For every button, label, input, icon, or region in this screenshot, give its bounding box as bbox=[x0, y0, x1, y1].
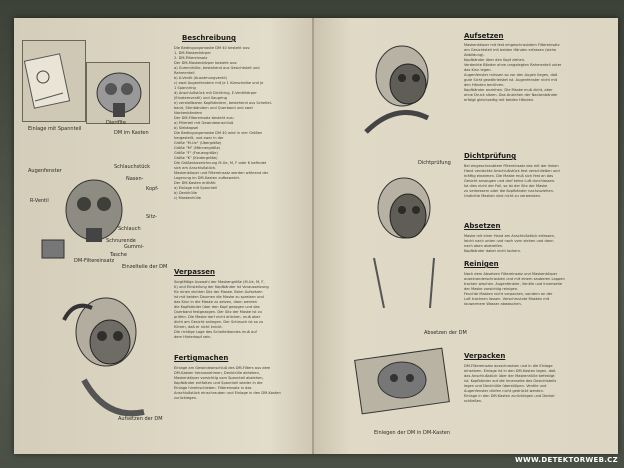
heading-beschreibung: Beschreibung bbox=[182, 34, 236, 42]
parts-illustration bbox=[22, 40, 86, 122]
put-on-illustration bbox=[356, 32, 448, 144]
label-schlauch-2: Schlauch bbox=[118, 226, 141, 232]
label-tasche: Tasche bbox=[110, 252, 127, 258]
heading-dichtpruefung: Dichtprüfung bbox=[464, 152, 517, 160]
text-verpassen: Sorgfältige Auswahl der Maskengröße (M-Ue, M, F, K) und Einstellung der Kopfbänder ist Voraussetzung für einen dichten Sitz der Maske. Beim Aufsetzen ist mit beiden Daumen die Maske zu spreizen und das Kinn in die Maske zu setzen, dann werden die Kopfbänder über den Kopf gezogen und das Querband festgezogen. Der Sitz der Maske ist zu prüfen. Die Maske darf nicht drücken, muß aber dicht am Gesicht anliegen. Der Schlauch ist so zu führen, daß er nicht knickt. Die richtige Lage des Scheitelbandes muß auf dem Hinterkopf sein. bbox=[174, 280, 269, 339]
label-ventil: R-Ventil bbox=[30, 198, 49, 204]
label-schlauch: Schlauchstück bbox=[114, 164, 151, 170]
label-kopf: Kopf- bbox=[146, 186, 159, 192]
watermark-text: WWW.DETEKTORWEB.CZ bbox=[514, 456, 618, 464]
label-gummi: Gummi- bbox=[124, 244, 144, 250]
seal-check-illustration bbox=[354, 168, 454, 308]
label-sitz: Sitz- bbox=[146, 214, 157, 220]
text-beschreibung: Die Bedingungsmaske DM 40 besteht aus: 1. DM-Maskenkörper 2. DM-Filtereinsatz Der DM-Maskenkörper besteht aus: a) Gummihülle, bestehend aus Gesichtsteil und Rahmenteil b) A-Ventil (Ausatmungventil) c) zwei Augenfenstern mit je 1 Klarscheibe und je 1 Spannring d) Anschlußstück mit Dichtring, E-Ventilkörper (Einatemventil) und Saugring e) verstellbaren Kopfbändern, bestehend aus Scheitel- band, Stirnbändern und Querband und zwei Nackenbändern Der DM-Filtereinsatz besteht aus: a) Filterteil mit Gewindeanschluß b) Siebkapsel Die Bedingungsmaske DM 40 wird in vier Größen hergestellt, und zwar in der Größe "M-Ue" (Übergröße) Größe "M" (Männergröße) Größe "F" (Frauengröße) Größe "K" (Kindergröße) Die Größenbezeichnung M-Ue, M, F oder K befindet sich am Anschlußstück. Maskenkörper und Filtereinsatz werden während der Lagerung im DM-Kasten aufbewahrt. Der DM-Kasten enthält: a) Einlage mit Spannteil b) Denkhülle c) Maskenhülle bbox=[174, 46, 273, 200]
box-caption: DM im Kasten bbox=[114, 130, 149, 136]
heading-verpassen: Verpassen bbox=[174, 268, 216, 276]
heading-fertigmachen: Fertigmachen bbox=[174, 354, 229, 362]
text-aufsetzen: Maskenkörper mit fest eingeschraubtem Filtereinsatz am Gesichtsteil mit beiden Händen erfassen (siehe Abbildung). Kopfbänder über den Kopf ziehen. Verdeckte Bänder ohne umgelegten Rahmenteil unter das Kinn legen. Augenfenster müssen so vor den Augen liegen, daß gute Sicht gewährleistet ist. Augenfenster nicht mit den Händen berühren. Kopfbänder anziehen. Die Maske muß dicht, aber ohne Druck sitzen. Das Anziehen der Nackenbänder erfolgt gleichzeitig mit beiden Händen. bbox=[464, 43, 562, 102]
label-schnurende: Schnurende bbox=[106, 238, 136, 244]
heading-reinigen: Reinigen bbox=[464, 260, 499, 268]
label-nase: Nasen- bbox=[126, 176, 144, 182]
bottom-caption: Einlegen der DM in DM-Kasten bbox=[374, 430, 451, 436]
heading-absetzen: Absetzen bbox=[464, 222, 501, 230]
box-illustration bbox=[86, 62, 150, 124]
text-dichtpruefung: Bei eingeschraubtem Filtereinsatz das mit der linken Hand verdeckte Anschlußstück fest verschließen und kräftig einatmen. Die Maske muß sich fest an das Gesicht ansaugen und darf keine Luft durchlassen. Ist dies nicht der Fall, so ist der Sitz der Maske zu verbessern oder die Kopfbänder nachzuziehen. Undichte Masken sind nicht zu verwenden. bbox=[464, 164, 560, 198]
top-caption: Dichtprüfung bbox=[418, 160, 451, 166]
packing-illustration bbox=[342, 336, 462, 424]
text-absetzen: Maske mit einer Hand am Anschlußstück erfassen, leicht nach unten und nach vorn ziehen und dann nach oben abstreifen. Kopfbänder dabei nicht lockern. bbox=[464, 234, 555, 253]
label-augenfenster: Augenfenster bbox=[28, 168, 62, 174]
right-page bbox=[314, 18, 618, 454]
text-fertigmachen: Einlage am Gewindeanschluß des DM-Filters aus dem DM-Kasten herausnehmen, Denkhülle abheben, Maskenkörper vorsichtig vom Spannteil abziehen, Kopfbänder entfalten und Spannteil wieder in die Einlage hineinschieben. Filtereinsatz in das Anschlußstück einschrauben und Einlage in den DM-Kasten zurücklegen. bbox=[174, 366, 281, 400]
label-filtereinsatz: DM-Filtereinsatz bbox=[74, 258, 115, 264]
heading-aufsetzen: Aufsetzen bbox=[464, 32, 504, 40]
fitting-illustration bbox=[44, 280, 162, 428]
mask-parts-caption: Einzelteile der DM bbox=[122, 264, 168, 270]
parts-caption: Einlage mit Spannteil bbox=[28, 126, 82, 132]
middle-caption: Absetzen der DM bbox=[424, 330, 467, 336]
left-page bbox=[14, 18, 314, 454]
heading-verpacken: Verpacken bbox=[464, 352, 506, 360]
box-small-caption: Dieriflte bbox=[106, 120, 126, 126]
fitting-caption: Aufsetzen der DM bbox=[118, 416, 163, 422]
text-verpacken: DM-Filtereinsatz ausschrauben und in die Einlage einsetzen. Einlage ist in den DM-Kasten legen, daß das Anschlußstück über der Maskenhülle befestigt ist. Kopfbänder auf die Innenseite des Gesichtsteils legen und Denkhülle überstülpen. Ventile und Augenfenster dürfen nicht gedrückt werden. Einlage in den DM-Kasten zurücklegen und Deckel schließen. bbox=[464, 364, 557, 403]
text-reinigen: Nach dem Absetzen Filtereinsatz und Maskenkörper auseinanderschrauben und mit einem sauberen Lappen trocken wischen. Augenfenster, Ventile und Innenseite der Maske vorsichtig reinigen. Feuchte Masken nicht verpacken, sondern an der Luft trocknen lassen. Verschmutzte Masken mit lauwarmem Wasser abwaschen. bbox=[464, 272, 565, 306]
leaflet bbox=[14, 18, 618, 454]
